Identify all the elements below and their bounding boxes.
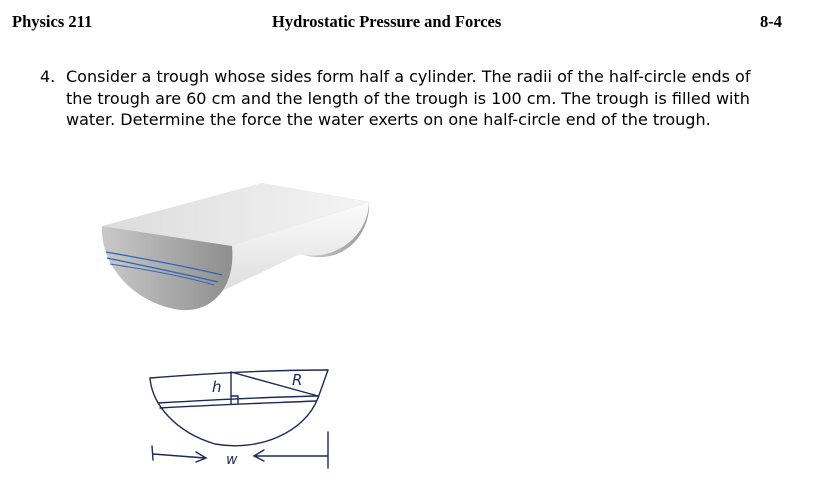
- sketch-width-arrow-left: [153, 452, 206, 462]
- sketch-radius-line: [231, 372, 318, 396]
- problem-text: Consider a trough whose sides form half a cylinder. The radii of the half-circle ends of the trough are 60 cm and the length of the trough is 100 cm. The trough is filled with water. Determine the force the water exerts on one half-circle end of the trough.: [66, 67, 751, 129]
- sketch-label-h: h: [212, 378, 222, 396]
- sketch-label-R: R: [292, 371, 303, 389]
- page-number: 8-4: [760, 12, 782, 31]
- sketch-right-side: [318, 370, 328, 398]
- sketch-width-tick-left: [152, 446, 153, 460]
- problem-number: 4.: [40, 67, 56, 86]
- sketch-width-arrow-right: [254, 450, 328, 461]
- trough-3d-illustration: [102, 183, 369, 310]
- course-title: Physics 211: [12, 12, 93, 31]
- sketch-label-w: w: [226, 452, 238, 468]
- topic-title: Hydrostatic Pressure and Forces: [272, 12, 502, 31]
